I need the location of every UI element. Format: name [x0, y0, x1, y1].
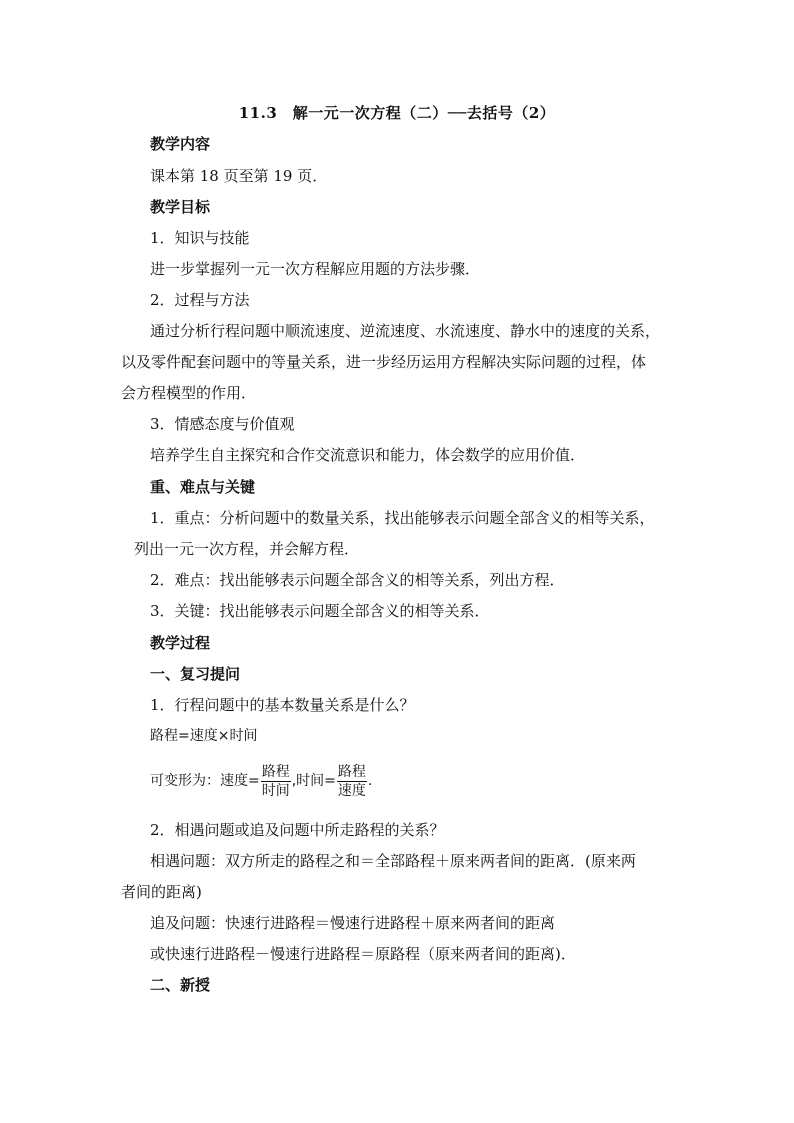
section-heading-goals: 教学目标: [150, 198, 211, 216]
goal-2-text-line-3: 会方程模型的作用．: [121, 384, 257, 402]
goal-3-heading: 3．情感态度与价值观: [150, 415, 295, 433]
goal-3-text: 培养学生自主探究和合作交流意识和能力，体会数学的应用价值．: [150, 446, 586, 464]
formula-distance: 路程=速度×时间: [150, 728, 258, 744]
goal-2-text-line-1: 通过分析行程问题中顺流速度、逆流速度、水流速度、静水中的速度的关系，: [150, 322, 661, 340]
answer-meet-line-1: 相遇问题：双方所走的路程之和＝全部路程＋原来两者间的距离．(原来两: [150, 852, 636, 870]
formula-transform-end: .: [367, 773, 373, 789]
section-heading-keypoints: 重、难点与关键: [150, 478, 256, 496]
question-2: 2．相遇问题或追及问题中所走路程的关系？: [150, 821, 445, 839]
question-1: 1．行程问题中的基本数量关系是什么？: [150, 696, 415, 714]
fraction-speed-denominator: 时间: [261, 782, 290, 799]
fraction-time-denominator: 速度: [337, 782, 366, 799]
part-2-heading: 二、新授: [150, 976, 211, 994]
answer-chase-alt: 或快速行进路程－慢速行进路程＝原路程（原来两者间的距离)．: [150, 945, 576, 963]
fraction-time: [337, 763, 367, 800]
goal-2-text-line-2: 以及零件配套问题中的等量关系，进一步经历运用方程解决实际问题的过程，体: [121, 353, 647, 371]
part-1-heading: 一、复习提问: [150, 665, 241, 683]
fraction-speed-numerator: 路程: [261, 763, 290, 780]
formula-transform-prefix: 可变形为：速度=: [150, 773, 260, 789]
goal-1-text: 进一步掌握列一元一次方程解应用题的方法步骤．: [150, 260, 481, 278]
fraction-speed: [261, 763, 291, 800]
keypoint-1-line-2: 列出一元一次方程，并会解方程．: [134, 540, 360, 558]
answer-chase: 追及问题：快速行进路程＝慢速行进路程＋原来两者间的距离: [150, 914, 556, 932]
formula-transform-mid: ,时间=: [291, 773, 336, 789]
goal-2-heading: 2．过程与方法: [150, 291, 250, 309]
answer-meet-line-2: 者间的距离): [121, 883, 202, 901]
keypoint-1-line-1: 1．重点：分析问题中的数量关系，找出能够表示问题全部含义的相等关系，: [150, 509, 655, 527]
section-heading-process: 教学过程: [150, 634, 211, 652]
formula-transform: [150, 762, 372, 800]
document-title: 11.3 解一元一次方程（二）──去括号（2）: [238, 104, 556, 122]
fraction-time-numerator: 路程: [337, 763, 366, 780]
keypoint-3: 3．关键：找出能够表示问题全部含义的相等关系．: [150, 602, 490, 620]
section-heading-content: 教学内容: [150, 135, 211, 153]
keypoint-2: 2．难点：找出能够表示问题全部含义的相等关系，列出方程．: [150, 571, 565, 589]
content-text: 课本第 18 页至第 19 页．: [150, 167, 328, 185]
goal-1-heading: 1．知识与技能: [150, 229, 250, 247]
